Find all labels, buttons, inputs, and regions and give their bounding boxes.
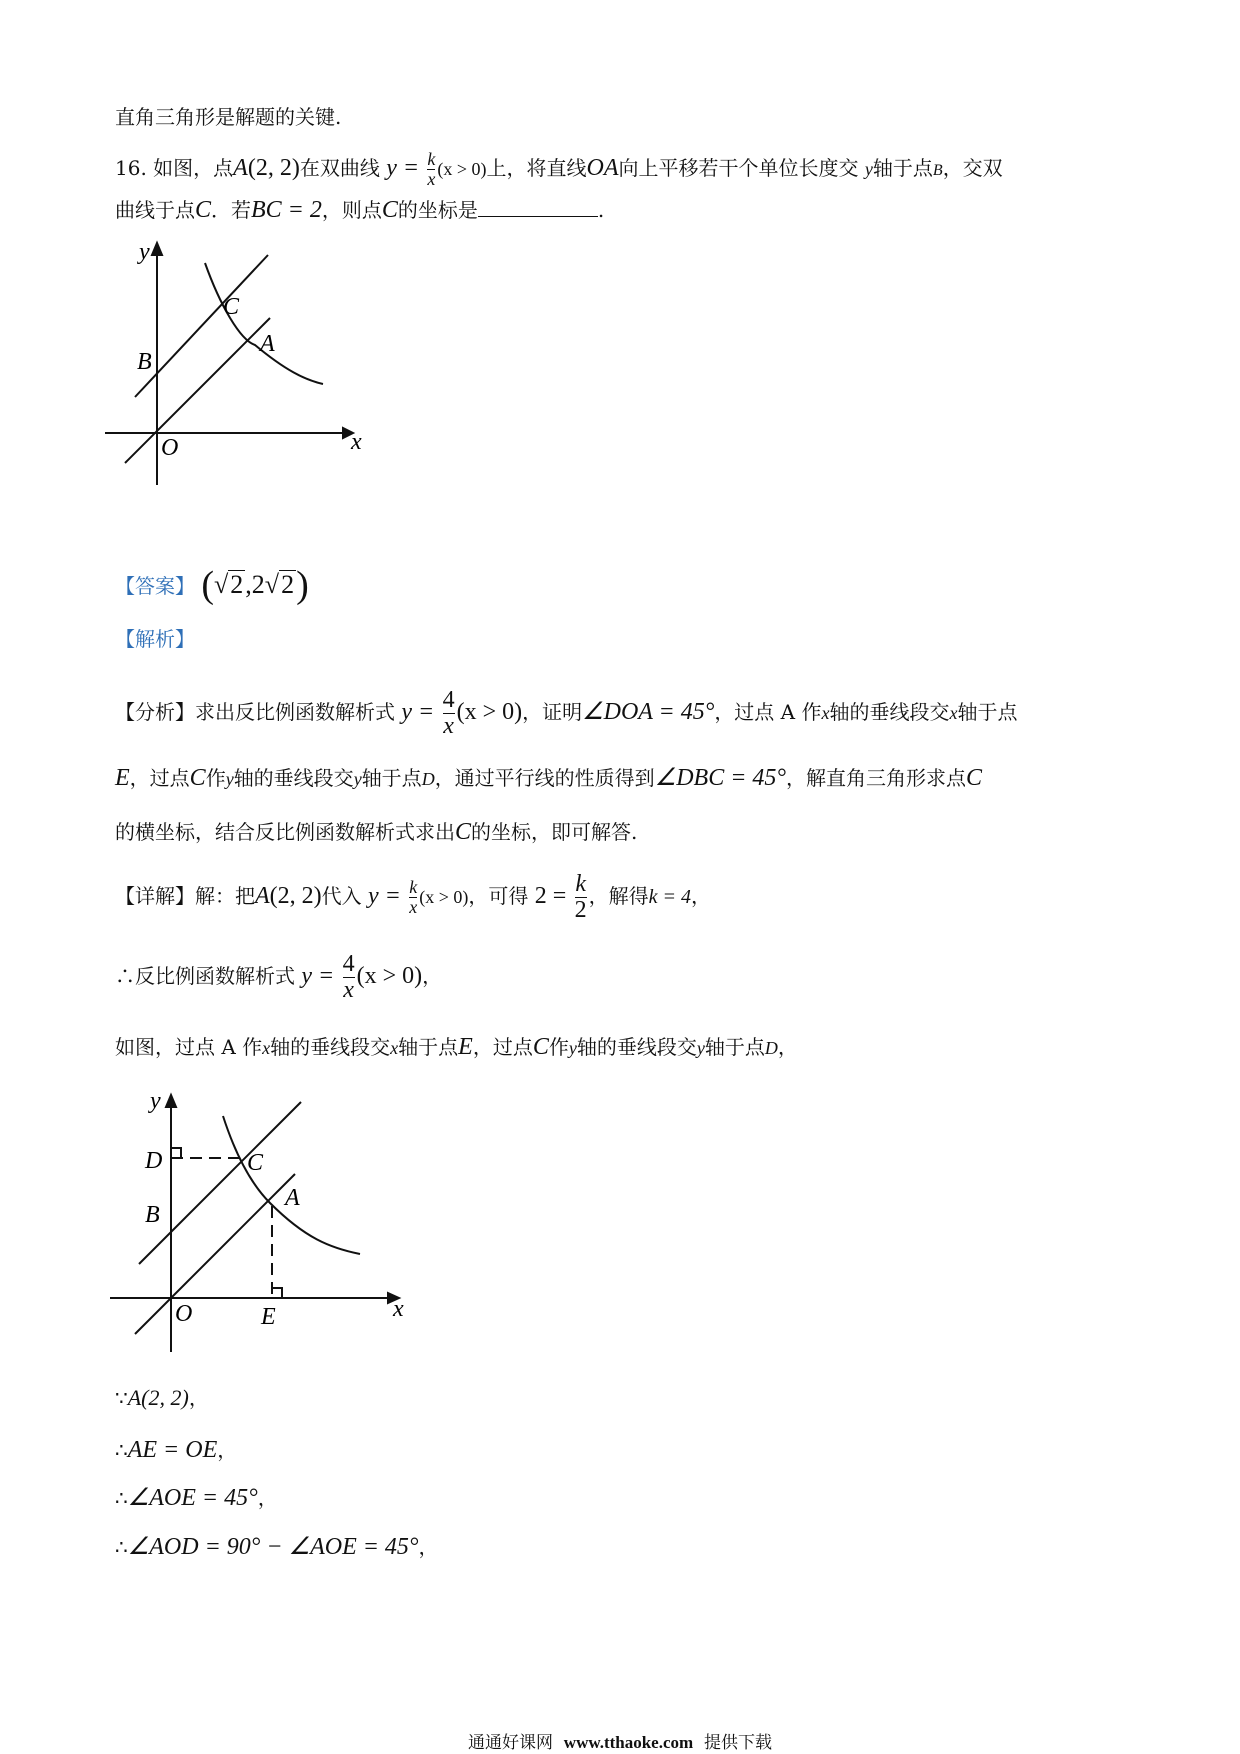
therefore-line-1: ∴反比例函数解析式 y = $\frac{4}{x}$ (x > 0)，: [115, 951, 443, 1004]
label-D: D: [145, 1148, 163, 1174]
question-16-line-1: 16. 如图，点A(2, 2)在双曲线 y = $\frac{k}{x}$ (x > 0)上，将直线OA向上平移若干个单位长度交 y轴于点B，交双: [115, 149, 1003, 189]
analysis-tag: 【解析】: [115, 627, 195, 651]
right-angle-D: [171, 1148, 181, 1158]
label-B: B: [137, 349, 152, 375]
fraction-k-over-x: $\frac{k}{x}$: [427, 149, 436, 189]
fenxi-line-2: E，过点C作y轴的垂线段交y轴于点D，通过平行线的性质得到∠DBC = 45°，解直角三角形求点C: [115, 765, 983, 791]
line-BC: [139, 1102, 301, 1264]
label-C: C: [223, 294, 240, 320]
y-axis-arrow: [166, 1095, 176, 1107]
answer-tag: 【答案】: [115, 574, 195, 598]
step-line-3: ∴∠AOE = 45°，: [115, 1485, 278, 1511]
fraction-k-over-2: $\frac{k}{2}$: [574, 871, 587, 924]
label-y: y: [139, 239, 150, 265]
line-OA: [125, 318, 270, 463]
label-x: x: [393, 1296, 404, 1322]
label-x: x: [351, 429, 362, 455]
label-A: A: [285, 1185, 300, 1211]
answer-line: [115, 563, 309, 609]
question-16-line-2: 曲线于点C．若BC = 2，则点C的坐标是 .: [115, 197, 605, 223]
fenxi-line-1: 【分析】求出反比例函数解析式 y = $\frac{4}{x}$ (x > 0)，证明∠DOA = 45°，过点 A 作x轴的垂线段交x轴于点: [115, 687, 1018, 740]
detailed-solution-line: 【详解】解：把A(2, 2)代入 y = $\frac{k}{x}$ (x > 0)，可得 2 = $\frac{k}{2}$ ，解得k = 4，: [115, 871, 712, 924]
page-footer: 通通好课网 www.tthaoke.com 提供下载: [467, 1733, 772, 1753]
label-y: y: [150, 1088, 161, 1114]
label-C: C: [247, 1150, 264, 1176]
figure-2: [105, 1078, 415, 1358]
label-A: A: [260, 331, 275, 357]
answer-value: (√2,2√2): [201, 564, 309, 606]
y-axis-arrow: [152, 243, 162, 255]
line-BC: [135, 255, 268, 397]
label-O: O: [175, 1301, 193, 1327]
fraction-4-over-x: $\frac{4}{x}$: [442, 687, 455, 740]
right-angle-E: [272, 1288, 282, 1298]
footer-url[interactable]: www.tthaoke.com: [563, 1733, 694, 1752]
question-number: 16.: [115, 155, 147, 180]
figure-1: [105, 235, 375, 495]
answer-blank: [478, 198, 598, 217]
label-E: E: [261, 1304, 276, 1330]
step-line-1: ∵A(2, 2)，: [115, 1385, 209, 1410]
label-B: B: [145, 1202, 160, 1228]
previous-solution-tail: 直角三角形是解题的关键.: [115, 105, 342, 129]
fraction-4-over-x-2: $\frac{4}{x}$: [342, 951, 355, 1004]
step-line-4: ∴∠AOD = 90° − ∠AOE = 45°，: [115, 1534, 439, 1560]
fraction-k-over-x-2: $\frac{k}{x}$: [409, 877, 418, 918]
fenxi-line-3: 的横坐标，结合反比例函数解析式求出C的坐标，即可解答.: [115, 819, 638, 845]
construction-line: 如图，过点 A 作x轴的垂线段交x轴于点E，过点C作y轴的垂线段交y轴于点D，: [115, 1034, 798, 1060]
label-O: O: [161, 435, 179, 461]
step-line-2: ∴AE = OE，: [115, 1437, 238, 1463]
